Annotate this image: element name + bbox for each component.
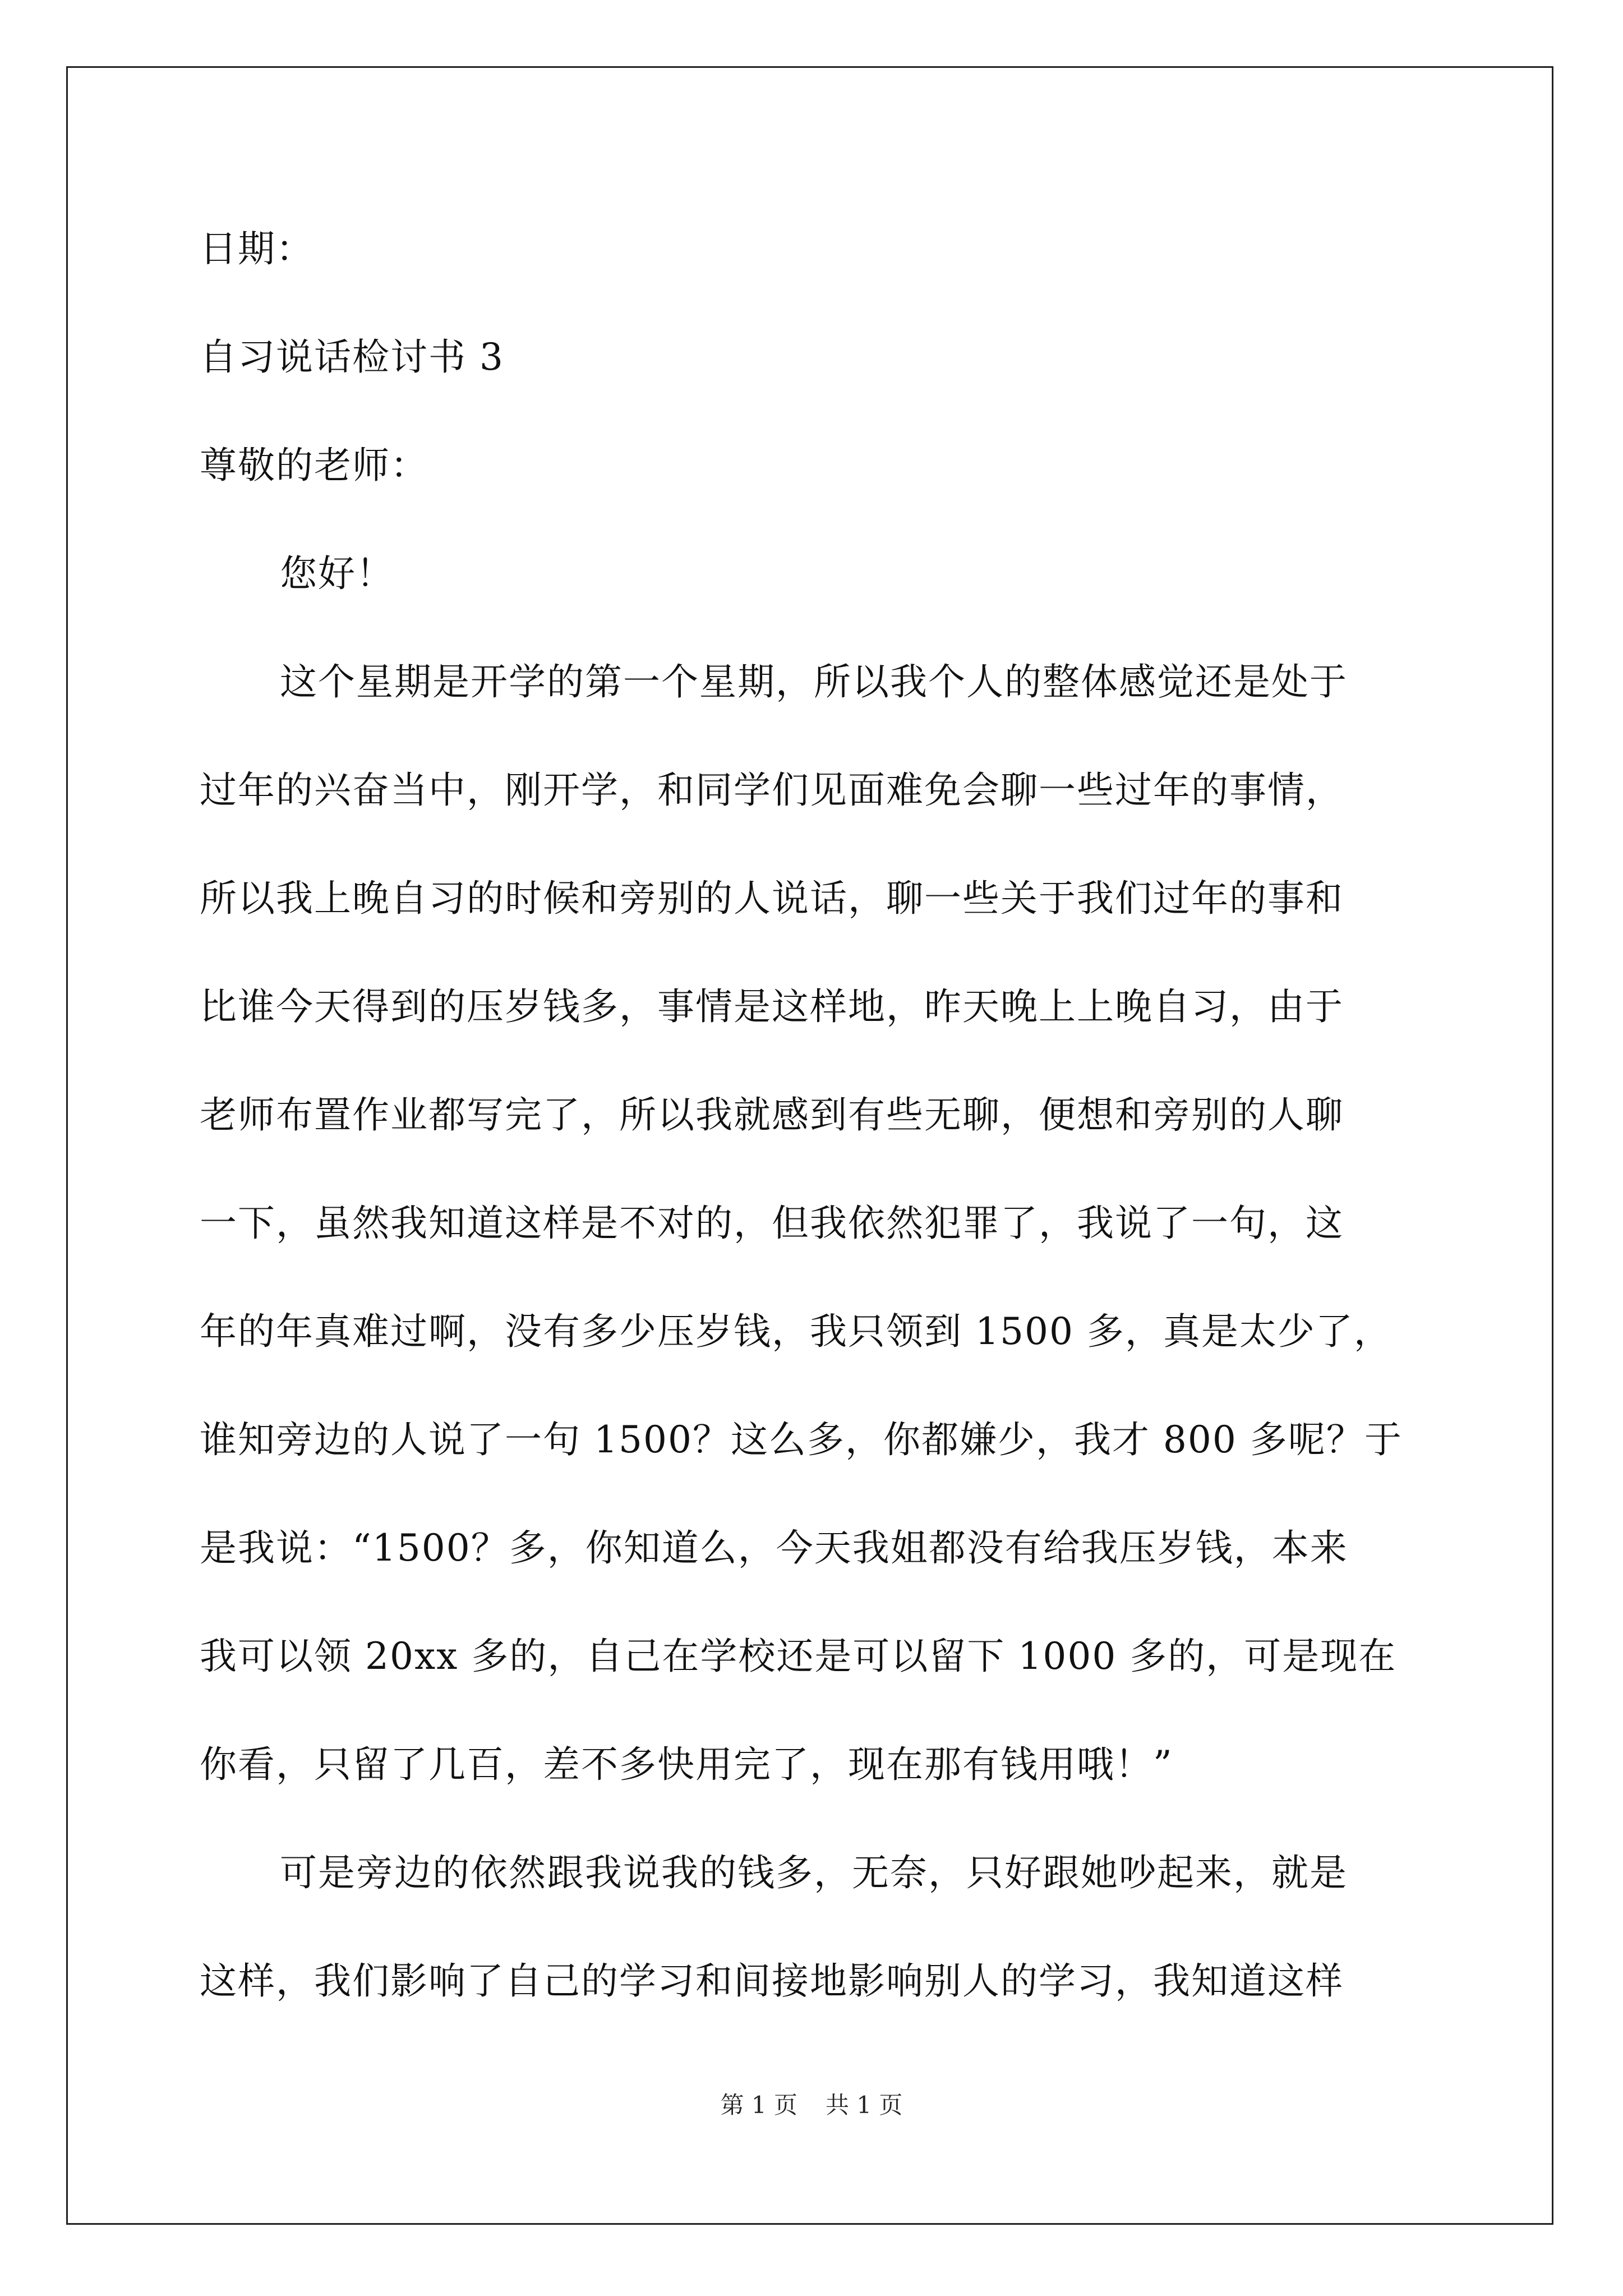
paragraph-2 (200, 1846, 1445, 2008)
paragraph-line: 你看，只留了几百，差不多快用完了，现在那有钱用哦！” (200, 1743, 1173, 1786)
paragraph-1 (200, 655, 1445, 1792)
page-footer (0, 2087, 1623, 2120)
paragraph-line: 过年的兴奋当中，刚开学，和同学们见面难免会聊一些过年的事情， (200, 769, 1344, 812)
page-total: 共 1 页 (826, 2091, 903, 2119)
paragraph-line: 年的年真难过啊，没有多少压岁钱，我只领到 1500 多，真是太少了， (200, 1310, 1392, 1353)
paragraph-line: 这样，我们影响了自己的学习和间接地影响别人的学习，我知道这样 (200, 1959, 1344, 2003)
salutation: 尊敬的老师： (200, 444, 428, 487)
page-number: 第 1 页 (720, 2091, 797, 2119)
paragraph-line: 所以我上晚自习的时候和旁别的人说话，聊一些关于我们过年的事和 (200, 877, 1344, 920)
paragraph-line: 谁知旁边的人说了一句 1500？这么多，你都嫌少，我才 800 多呢？于 (200, 1418, 1403, 1461)
paragraph-line: 老师布置作业都写完了，所以我就感到有些无聊，便想和旁别的人聊 (200, 1093, 1344, 1137)
paragraph-line: 比谁今天得到的压岁钱多，事情是这样地，昨天晚上上晚自习，由于 (200, 985, 1344, 1028)
paragraph-line: 可是旁边的依然跟我说我的钱多，无奈，只好跟她吵起来，就是 (280, 1851, 1348, 1894)
date-label: 日期： (200, 227, 314, 270)
greeting: 您好！ (280, 552, 394, 595)
paragraph-line: 一下，虽然我知道这样是不对的，但我依然犯罪了，我说了一句，这 (200, 1202, 1344, 1245)
paragraph-line: 是我说：“1500？多，你知道么，今天我姐都没有给我压岁钱，本来 (200, 1526, 1348, 1570)
document-title: 自习说话检讨书 3 (200, 335, 504, 379)
paragraph-line: 这个星期是开学的第一个星期，所以我个人的整体感觉还是处于 (280, 660, 1348, 703)
paragraph-line: 我可以领 20xx 多的，自己在学校还是可以留下 1000 多的，可是现在 (200, 1635, 1397, 1678)
document-body (200, 222, 1445, 2008)
